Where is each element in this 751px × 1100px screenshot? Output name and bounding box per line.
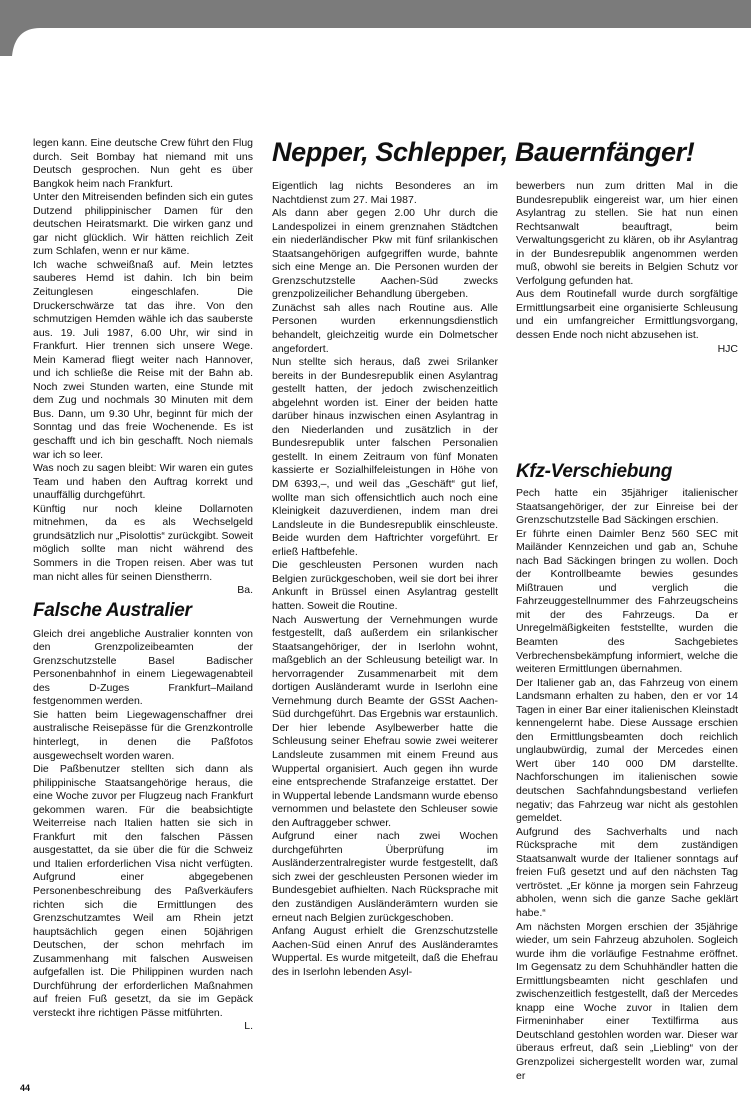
paragraph: Unter den Mitreisenden befinden sich ein gutes Dutzend philippinischer Damen für den deutschen Heiratsmarkt. Die wirken ganz und gar nicht glücklich. Wir hätten reichlich Zeit zum Schlafen, wenn er nur käme. [33,191,253,258]
author-signature: L. [244,1020,253,1033]
paragraph: Aufgrund einer nach zwei Wochen durchgeführten Überprüfung im Ausländerzentralregister wurde festgestellt, daß sich zwei der geschleusten Personen wieder im Bundesgebiet aufhielten. Nach Rücksprache mit den zuständigen Ausländerämtern wurden sie erneut nach Belgien zurückgeschoben. [272,830,498,924]
article-heading-kfz-verschiebung: Kfz-Verschiebung [516,461,673,482]
paragraph: Anfang August erhielt die Grenzschutzstelle Aachen-Süd einen Anruf des Ausländeramtes Wuppertal. Es wurde mitgeteilt, daß die Ehefrau des in Iserlohn lebenden Asyl- [272,925,498,978]
column-right-bottom [516,461,738,1083]
paragraph: Künftig nur noch kleine Dollarnoten mitnehmen, da es als Wechselgeld grundsätzlich nur „Pisolottis“ zurückgibt. Soweit möglich sollte man nicht während des Sommers in die Tropen reisen. Aber was tut man nicht alles für seinen Dienstherrn. [33,502,254,583]
paragraph: Eigentlich lag nichts Besonderes an im Nachtdienst zum 27. Mai 1987. [272,180,498,206]
paragraph: Als dann aber gegen 2.00 Uhr durch die Landespolizei in einem grenznahen Städtchen ein niederländischer Pkw mit fünf srilankischen Staatsangehörigen aufgegriffen wurde, bahnte sich eine Menge an. Die Personen wurden der Grenzschutzstelle Aachen-Süd zwecks grenzpolizeilicher Behandlung übergeben. [272,207,498,301]
column-left [33,137,253,1034]
paragraph: Sie hatten beim Liegewagenschaffner drei australische Reisepässe für die Grenzkontrolle hinterlegt, in denen die Paßfotos ausgewechselt worden waren. [33,708,253,762]
author-signature: Ba. [237,584,253,597]
page-number: 44 [20,1083,31,1093]
paragraph: Er führte einen Daimler Benz 560 SEC mit Mailänder Kennzeichen und gab an, Schuhe nach Bad Säckingen bringen zu wollen. Doch der Kontrollbeamte bewies gesundes Mißtrauen und verglich die Fahrzeuggestellnummer des Fahrzeugscheins mit der des Fahrzeugs. Da er Unregelmäßigkeiten feststellte, wurden die Beamten des Sachgebietes Verbrechensbekämpfung informiert, welche die weiteren Ermittlungen übernahmen. [516,527,738,676]
column-right-top [516,180,738,356]
column-middle [272,180,498,979]
paragraph: bewerbers nun zum dritten Mal in die Bundesrepublik eingereist war, um hier einen Asylantrag zu stellen. Sie hat nun einen Rechtsanwalt beauftragt, beim Verwaltungsgericht zu klären, ob ihr Asylantrag in der Bundesrepublik angenommen werden muß, obwohl sie bereits in Belgien Schutz vor Verfolgung gefunden hat. [516,180,738,287]
article-heading-nepper: Nepper, Schlepper, Bauernfänger! [272,137,695,167]
paragraph: Am nächsten Morgen erschien der 35jährige wieder, um sein Fahrzeug abzuholen. Sogleich wurde ihm die vorläufige Festnahme eröffnet. Im Gegensatz zu dem Schuhhändler hatten die Ermittlungsbeamten nicht geschlafen und zwischenzeitlich festgestellt, daß der Mercedes knapp eine Woche zuvor in Italien dem Firmeninhaber einer Textilfirma aus Deutschland gestohlen worden war. Dieser war überaus erfreut, daß sein „Liebling“ von der Grenzpolizei sichergestellt worden war, zumal er [516,920,738,1082]
paragraph: Aus dem Routinefall wurde durch sorgfältige Ermittlungsarbeit eine organisierte Schleusung und ein umfangreicher Ermittlungsvorgang, dessen Ende noch nicht abzusehen ist. [516,288,738,342]
paragraph: Nun stellte sich heraus, daß zwei Srilanker bereits in der Bundesrepublik einen Asylantrag gestellt hatten, der jedoch zwischenzeitlich abgelehnt worden ist. Einer der beiden hatte darüber hinaus inzwischen einen Asylantrag in den Niederlanden und zusätzlich in der Bundesrepublik unter falschen Personalien gestellt. In einem Zeitraum von fünf Monaten kassierte er Sozialhilfeleistungen in Höhe von DM 6393,–, und weil das „Geschäft“ gut lief, wollte man sich offensichtlich auch noch eine Kleinigkeit dazuverdienen, indem man drei Landsleute in die Bundesrepublik einschleuste. Beide wurden dem Haftrichter vorgeführt. Er erließ Haftbefehle. [272,356,498,558]
author-signature: HJC [717,342,738,355]
article-heading-falsche-australier: Falsche Australier [33,599,192,621]
page-header-band [0,0,751,60]
paragraph: legen kann. Eine deutsche Crew führt den Flug durch. Seit Bombay hat niemand mit uns Deutsch gesprochen. Nun geht es über Bangkok heim nach Frankfurt. [33,137,253,190]
paragraph: Pech hatte ein 35jähriger italienischer Staatsangehöriger, der zur Einreise bei der Grenzschutzstelle Bad Säckingen erschien. [516,487,738,527]
paragraph: Der Italiener gab an, das Fahrzeug von einem Landsmann erhalten zu haben, den er vor 14 Tagen in einer Bar einer italienischen Kleinstadt kennengelernt habe. Diese Aussage erschien den Ermittlungsbeamten doch reichlich unglaubwürdig, zumal der Mercedes einen Wert über 140 000 DM darstellte. Nachforschungen im italienischen sowie deutschen Sachfahndungsbestand verliefen negativ; das Fahrzeug war nicht als gestohlen gemeldet. [516,676,738,825]
paragraph: Die geschleusten Personen wurden nach Belgien zurückgeschoben, weil sie dort bei ihrer Ankunft in Brüssel einen Asylantrag gestellt hatten. Soweit die Routine. [272,559,498,612]
paragraph: Aufgrund des Sachverhalts und nach Rücksprache mit dem zuständigen Staatsanwalt wurde der Italiener sonntags auf freien Fuß gesetzt und auf den nächsten Tag vertröstet. „Er könne ja morgen sein Fahrzeug abholen, wenn sich die ganze Sache geklärt habe.“ [516,825,738,919]
paragraph: Die Paßbenutzer stellten sich dann als philippinische Staatsangehörige heraus, die eine Woche zuvor per Flugzeug nach Frankfurt gekommen waren. Für die beabsichtigte Weiterreise nach Italien hatten sie sich in Frankfurt mit den falschen Pässen ausgestattet, da sie über die für die Schweiz und Italien erforderlichen Visa nicht verfügten. Aufgrund einer abgegebenen Personenbeschreibung des Paßverkäufers richten sich die Ermittlungen des Grenzschutzamtes Weil am Rhein jetzt hauptsächlich gegen einen 50jährigen Deutschen, der schon mehrfach im Zusammenhang mit falschen Ausweisen aufgefallen ist. Die Philippinen wurden nach Durchführung der erforderlichen Maßnahmen auf freien Fuß gesetzt, da sie im Gepäck versteckt ihre richtigen Pässe mitführten. [33,763,253,1019]
paragraph: Nach Auswertung der Vernehmungen wurde festgestellt, daß außerdem ein srilankischer Staatsangehöriger, der in Iserlohn wohnt, maßgeblich an der Schleusung beteiligt war. In hervorragender Zusammenarbeit mit dem dortigen Ausländeramt wurde in Iserlohn eine Vernehmung durch Beamte der GSSt Aachen-Süd durchgeführt. Das Ergebnis war erstaunlich. Der hier lebende Asylbewerber hatte die Schleusung seiner Ehefrau sowie zwei weiterer Landsleute zusammen mit einem Freund aus Wuppertal organisiert. Auch gegen ihn wurde eine entsprechende Strafanzeige erstattet. Der in Wuppertal lebende Landsmann wurde ebenso vernommen und belastete den Schleuser sowie den Auftraggeber schwer. [272,613,498,829]
paragraph: Ich wache schweißnaß auf. Mein letztes sauberes Hemd ist dahin. Ich bin beim Zeitunglesen eingeschlafen. Die Druckerschwärze tat das ihre. Von den schmutzigen Hemden wähle ich das sauberste aus. 19. Juli 1987, 6.00 Uhr, wir sind in Frankfurt. Hier trennen sich unsere Wege. Mein Kamerad fliegt weiter nach Hannover, und ich schließe die Reise mit der Bahn ab. Noch zwei Stunden warten, eine Stunde mit dem Zug und nochmals 30 Minuten mit dem Bus. Dann, um 9.30 Uhr, beginnt für mich der Sonntag und das freie Wochenende. Es ist geschafft und ich bin geschafft. Noch niemals war ich so leer. [33,258,253,461]
paragraph: Gleich drei angebliche Australier konnten von den Grenzpolizeibeamten der Grenzschutzstelle Basel Badischer Personenbahnhof in einem Liegewagenabteil des D-Zuges Frankfurt–Mailand festgenommen werden. [33,627,253,708]
paragraph: Was noch zu sagen bleibt: Wir waren ein gutes Team und haben den Auftrag korrekt und unauffällig durchgeführt. [33,462,253,502]
paragraph: Zunächst sah alles nach Routine aus. Alle Personen wurden erkennungsdienstlich behandelt, gleichzeitig wurde ein Dolmetscher angefordert. [272,301,498,355]
